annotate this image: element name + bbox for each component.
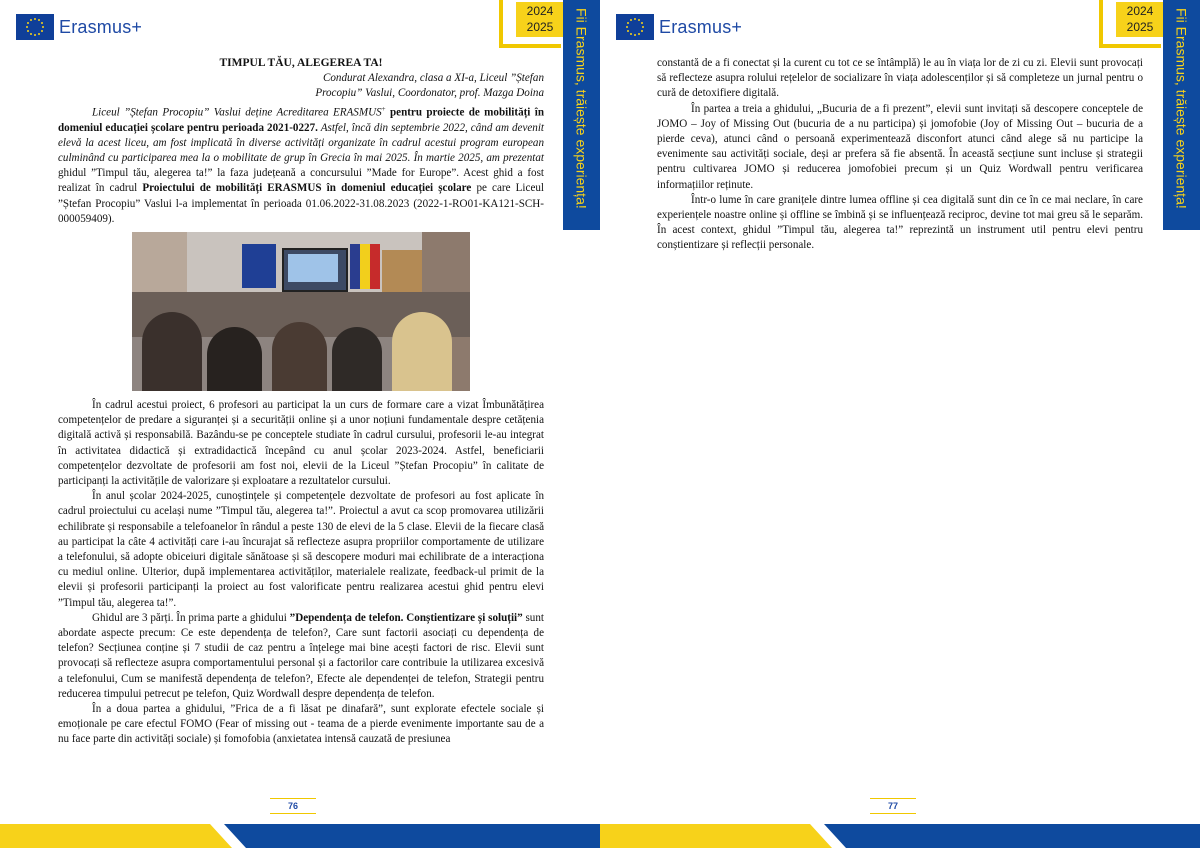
bottom-stripe-right [600,824,1200,848]
paragraph-course: În cadrul acestui proiect, 6 profesori au participat la un curs de formare care a vizat Îmbunătățirea competențelor de predare a siguranței și a securității online și a unor noțiuni fundamentale despre cetățenia digitală activă și responsabilă. Bazându-se pe conceptele studiate în cadrul cursului, profesorii le-au integrat în activitatea didactică și extradidactică începând cu anul școlar 2023-2024. Astfel, beneficiarii competențelor dezvoltate de profesorii am fost noi, elevii de la Liceul ”Ștefan Procopiu” în calitate de participanți la activitățile de valorizare și exploatare a rezultatelor cursului. [58,398,544,487]
erasmus-logo [16,14,142,40]
right-page [600,0,1200,848]
logo-text: Erasmus+ [659,16,743,37]
bottom-stripe-left [0,824,600,848]
year-top: 2024 [1126,4,1154,18]
page-number-left: 76 [270,798,316,814]
paragraph-conclusion: Într-o lume în care granițele dintre lumea offline și cea digitală sunt din ce în ce mai neclare, în care experiențele noastre online și offline se îmbină și se influențează reciproc, devine tot mai greu să le separăm. În acest context, ghidul ”Timpul tău, alegerea ta!” reprezintă un instrument util pentru elevi pentru conștientizare și reflecții personale. [657,193,1143,252]
year-bottom: 2025 [526,20,554,34]
year-badge [516,2,564,37]
article-title: TIMPUL TĂU, ALEGEREA TA! [219,57,383,69]
year-badge [1116,2,1164,37]
paragraph-fomo-continued: constantă de a fi conectat și la curent cu tot ce se întâmplă) le au în viața lor de zi cu zi. Elevii sunt provocați să reflecteze asupra rolului rețelelor de socializare în viața adolescenților și să completeze un jurnal pentru o cură de detoxifiere digitală. [657,57,1143,100]
side-slogan: Fii Erasmus, trăiește experiența! [1173,8,1190,209]
intro-paragraph: Liceul ”Ștefan Procopiu” Vaslui deține Acreditarea ERASMUS+ pentru proiecte de mobilități în domeniul educației școlare pentru perioada 2021-0227. Astfel, încă din septembrie 2022, când am devenit elevă la acest liceu, am fost implicată în diverse activități organizate în cadrul acestui program european culminând cu participarea mea la o mobilitate de grup în Grecia în mai 2025. În martie 2025, am prezentat ghidul ”Timpul tău, alegerea ta!” la faza județeană a concursului ”Made for Europe”. Acest ghid a fost realizat în cadrul Proiectului de mobilități ERASMUS în domeniul educației școlare pe care Liceul ”Ștefan Procopiu” Vaslui l-a implementat în perioada 01.06.2022-31.08.2023 (2022-1-RO01-KA121-SCH-000059409). [58,104,545,225]
classroom-photo [132,232,470,391]
article-right [657,56,1143,254]
paragraph-guide-part1: Ghidul are 3 părți. În prima parte a ghidului ”Dependența de telefon. Conștientizare și soluții” sunt abordate aspecte precum: Ce este dependența de telefon?, Care sunt factorii asociați cu dependența de telefon? Secțiunea conține și 7 studii de caz pentru a înțelege mai bine acești factori de risc. Elevii sunt provocați să reflecteze asupra comportamentului personal și a factorilor care contribuie la utilizarea excesivă a telefonului, Cum se manifestă dependența de telefon?, Efecte ale dependenței de telefon, Strategii pentru reducerea timpului petrecut pe telefon, Quiz Wordwall despre dependența de telefon. [58,611,544,700]
year-bottom: 2025 [1126,20,1154,34]
page-number-right: 77 [870,798,916,814]
side-slogan-bar [563,0,600,230]
author-line-1: Condurat Alexandra, clasa a XI-a, Liceul ”Ștefan [322,72,544,85]
article-left [58,56,544,748]
eu-flag-icon [616,14,654,40]
paragraph-project: În anul școlar 2024-2025, cunoștințele și competențele dezvoltate de profesori au fost aplicate în cadrul proiectului cu același nume ”Timpul tău, alegerea ta!”. Proiectul a avut ca scop promovarea utilizării echilibrate și responsabile a telefoanelor în rândul a peste 130 de elevi de la 5 clase. Elevii de la fiecare clasă au participat la câte 4 activități care i-au încurajat să reflecteze asupra propriilor comportamente de utilizare a telefonului, să adopte obiceiuri digitale sănătoase și să descopere moduri mai echilibrate de a interacționa cu mediul online. Ulterior, după implementarea activităților, materialele realizate, feedback-ul primit de la elevii și profesorii participanți la proiect au fost valorificate pentru realizarea acestui ghid pentru elevi ”Timpul tău, alegerea ta!”. [58,490,544,609]
side-slogan: Fii Erasmus, trăiește experiența! [573,8,590,209]
paragraph-guide-part3: În partea a treia a ghidului, „Bucuria de a fi prezent”, elevii sunt invitați să descopere conceptele de JOMO – Joy of Missing Out (bucuria de a nu participa) și jomofobie (Joy of Missing Out – bucuria de a pierde ceva), atunci când o persoană experimentează disconfort atunci când alege să nu participe la evenimente sau activități sociale, deși ar prefera să fie absentă. În această secțiune sunt incluse și strategii pentru cultivarea JOMO și reducerea jomofobiei precum și un Quiz Wordwall pentru verificarea informațiilor reținute. [657,102,1143,191]
author-line-2: Procopiu” Vaslui, Coordonator, prof. Mazga Doina [315,87,544,100]
paragraph-guide-part2: În a doua partea a ghidului, ”Frica de a fi lăsat pe dinafară”, sunt explorate efectele sociale și emoționale pe care efectul FOMO (Fear of missing out - teama de a pierde evenimente importante sau de a nu face parte din activități sociale) și fomofobia (anxietatea intensă cauzată de presiunea [58,702,544,746]
eu-flag-icon [16,14,54,40]
year-top: 2024 [526,4,554,18]
side-slogan-bar [1163,0,1200,230]
erasmus-logo [616,14,742,40]
logo-text: Erasmus+ [59,16,143,37]
